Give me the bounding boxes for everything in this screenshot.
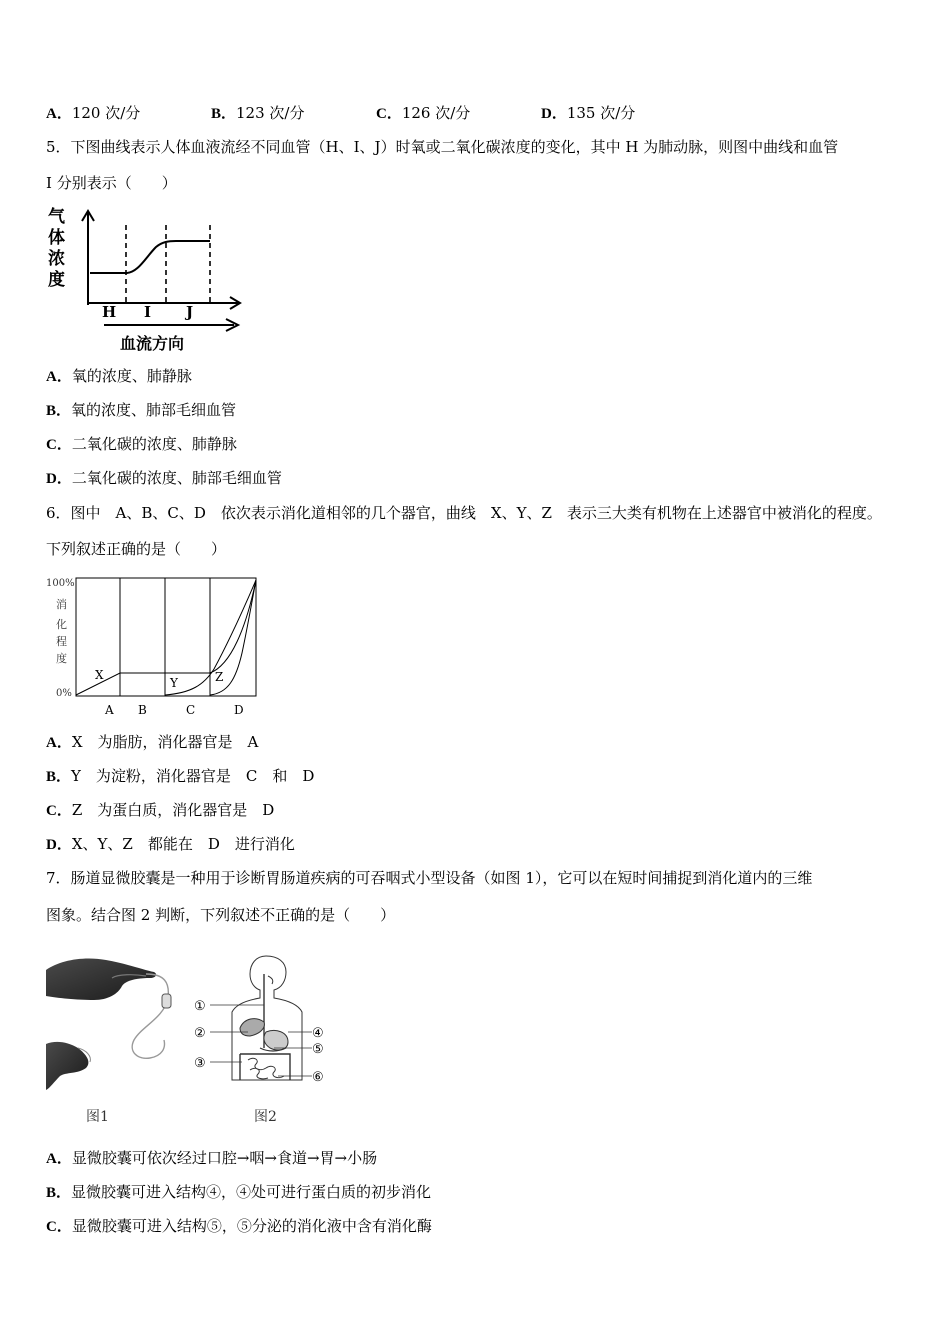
q4-option-b: B．123 次/分 (211, 104, 305, 122)
q5-stem-line1: 5．下图曲线表示人体血液流经不同血管（H、I、J）时氧或二氧化碳浓度的变化，其中 H 为肺动脉，则图中曲线和血管 (46, 138, 839, 156)
marker-4: ④ (312, 1026, 324, 1041)
capsule-cable (132, 974, 168, 1058)
q5-stem-line2: I 分别表示（ ） (46, 174, 177, 192)
q7-figure2-digestive-system (190, 948, 340, 1093)
marker-1: ① (194, 999, 206, 1014)
q6-curve-label-x: X (95, 668, 104, 682)
q6-option-c: C．Z 为蛋白质，消化器官是 D (46, 801, 275, 819)
q6-ylabel-char: 化 (56, 618, 67, 631)
q6-curve-label-z: Z (215, 670, 224, 684)
q6-ylabel-char: 消 (56, 598, 67, 611)
q5-concentration-curve (90, 241, 210, 273)
q5-gas-concentration-figure (46, 205, 246, 355)
q5-option-d: D．二氧化碳的浓度、肺部毛细血管 (46, 469, 282, 487)
q5-option-b: B．氧的浓度、肺部毛细血管 (46, 401, 237, 419)
q4-option-c: C．126 次/分 (376, 104, 471, 122)
q6-organ-label-a: A (105, 703, 114, 717)
capsule-device (162, 994, 171, 1008)
q6-option-a: A．X 为脂肪，消化器官是 A (46, 733, 259, 751)
q6-organ-label-c: C (186, 703, 196, 717)
q6-digestion-figure (46, 573, 266, 723)
q5-ylabel-char: 气 (48, 207, 65, 227)
q7-option-b: B．显微胶囊可进入结构④，④处可进行蛋白质的初步消化 (46, 1183, 432, 1201)
marker-2: ② (194, 1026, 206, 1041)
q6-curve-label-y: Y (170, 676, 178, 690)
q6-option-b: B．Y 为淀粉，消化器官是 C 和 D (46, 767, 315, 785)
stomach (264, 1030, 288, 1050)
q5-label-i: I (144, 303, 152, 321)
q5-ylabel-char: 浓 (48, 249, 65, 269)
q6-stem-line1: 6．图中 A、B、C、D 依次表示消化道相邻的几个器官，曲线 X、Y、Z 表示三大类有机物在上述器官中被消化的程度。 (46, 504, 882, 522)
pharynx (268, 976, 273, 984)
q7-option-a: A．显微胶囊可依次经过口腔→咽→食道→胃→小肠 (46, 1149, 378, 1167)
q7-option-c: C．显微胶囊可进入结构⑤，⑤分泌的消化液中含有消化酶 (46, 1217, 432, 1235)
q6-organ-label-d: D (234, 703, 244, 717)
q5-blood-flow-label: 血流方向 (120, 334, 185, 353)
marker-3: ③ (194, 1056, 206, 1071)
q5-ylabel-char: 体 (48, 228, 65, 248)
q4-option-a: A．120 次/分 (46, 104, 141, 122)
q6-organ-label-b: B (138, 703, 147, 717)
upper-gloved-hand (46, 958, 156, 1000)
q4-option-d: D．135 次/分 (541, 104, 636, 122)
marker-6: ⑥ (312, 1070, 324, 1085)
q7-figure2-caption: 图2 (254, 1109, 277, 1125)
marker-5: ⑤ (312, 1042, 324, 1057)
q7-figure1-capsule-photo (46, 948, 181, 1098)
q6-ylabel-char: 度 (56, 652, 67, 665)
q5-option-c: C．二氧化碳的浓度、肺静脉 (46, 435, 237, 453)
q5-ylabel-char: 度 (48, 270, 65, 290)
q5-label-h: H (102, 303, 117, 321)
liver (240, 1019, 264, 1036)
q5-label-j: J (186, 303, 194, 321)
body-outline (232, 956, 302, 1080)
q6-ylabel-char: 程 (56, 635, 67, 648)
q7-figure1-caption: 图1 (86, 1109, 109, 1125)
q5-option-a: A．氧的浓度、肺静脉 (46, 367, 192, 385)
q5-y-axis-label (48, 206, 66, 290)
q7-stem-line2: 图象。结合图 2 判断，下列叙述不正确的是（ ） (46, 906, 396, 924)
q6-y-bottom-label: 0% (56, 688, 72, 699)
q6-stem-line2: 下列叙述正确的是（ ） (46, 540, 227, 558)
q6-y-top-label: 100% (46, 578, 75, 589)
q6-option-d: D．X、Y、Z 都能在 D 进行消化 (46, 835, 295, 853)
q7-stem-line1: 7．肠道显微胶囊是一种用于诊断胃肠道疾病的可吞咽式小型设备（如图 1），它可以在短时间捕捉到消化道内的三维 (46, 869, 813, 887)
